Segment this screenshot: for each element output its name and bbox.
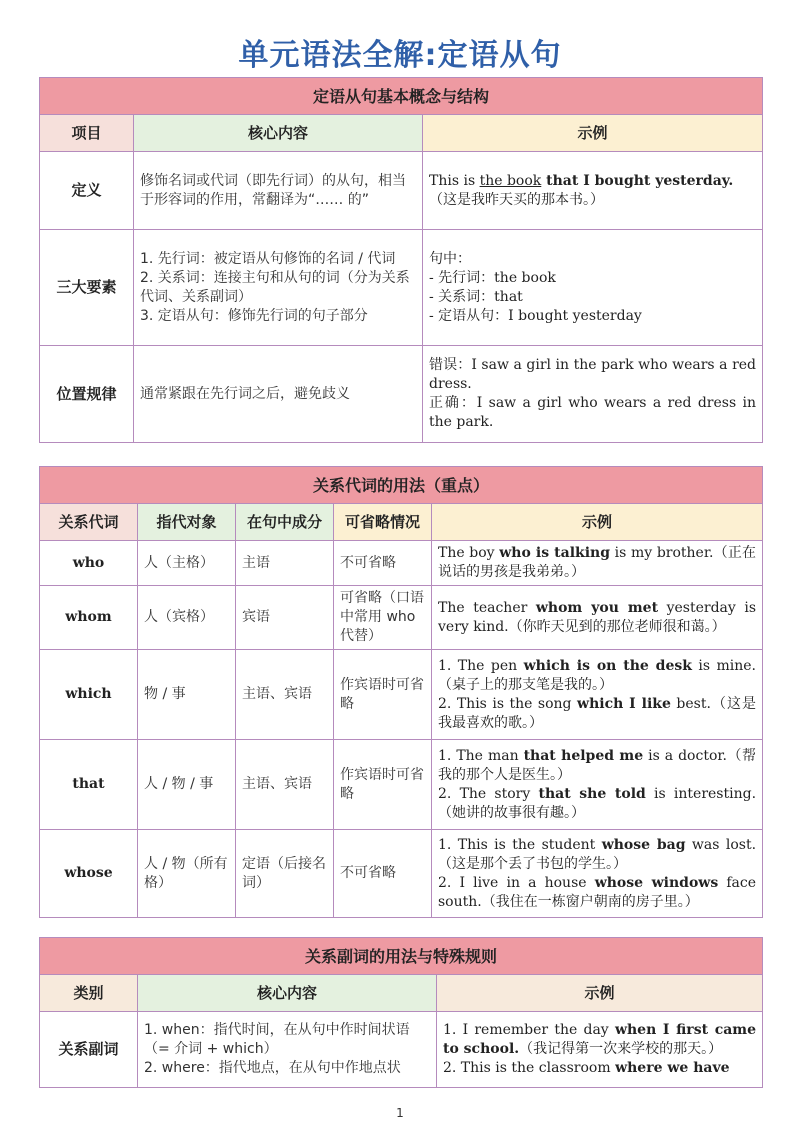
pronoun-cell: that — [40, 740, 138, 830]
example-cell — [432, 586, 763, 650]
example-line — [438, 874, 756, 912]
content-line: 1. when：指代时间，在从句中作时间状语（= 介词 + which） — [144, 1022, 410, 1057]
table-row — [40, 650, 763, 740]
content-line: 修饰名词或代词（即先行词）的从句，相当于形容词的作用，常翻译为“…… 的” — [140, 172, 406, 208]
example-line — [429, 250, 756, 269]
example-cell — [423, 230, 763, 346]
table-row — [40, 230, 763, 346]
role-cell: 定语（后接名词） — [236, 830, 334, 918]
example-highlight: when I first came to school. — [443, 1022, 757, 1057]
column-header: 指代对象 — [138, 504, 236, 541]
example-text: is interesting.（她讲的故事很有趣。） — [438, 785, 757, 821]
example-highlight: that I bought yesterday. — [541, 172, 734, 189]
example-line — [429, 307, 756, 326]
content-cell — [134, 152, 423, 230]
example-text: is mine.（桌子上的那支笔是我的。） — [438, 657, 757, 693]
column-header: 核心内容 — [138, 975, 437, 1012]
table-row — [40, 346, 763, 443]
reference-cell: 人 / 物（所有格） — [138, 830, 236, 918]
example-cell — [432, 830, 763, 918]
example-line — [429, 394, 756, 432]
column-header: 示例 — [437, 975, 763, 1012]
column-header: 示例 — [432, 504, 763, 541]
example-text: 错误：I saw a girl in the park who wears a red dress. — [429, 357, 757, 392]
example-text: yesterday is very kind.（你昨天见到的那位老师很和蔼。） — [438, 599, 757, 635]
column-header: 关系代词 — [40, 504, 138, 541]
section-heading: 关系代词的用法（重点） — [40, 467, 763, 504]
example-line — [429, 356, 756, 394]
column-header: 示例 — [423, 115, 763, 152]
table-row — [40, 740, 763, 830]
example-line — [438, 747, 756, 785]
example-text: is a doctor.（帮我的那个人是医生。） — [438, 747, 757, 783]
role-cell: 主语、宾语 — [236, 740, 334, 830]
example-highlight: which is on the desk — [523, 657, 692, 674]
column-header: 类别 — [40, 975, 138, 1012]
page-number: 1 — [396, 1106, 404, 1120]
example-text: The boy — [438, 545, 500, 561]
example-line — [438, 785, 756, 823]
example-line — [443, 1021, 756, 1059]
column-header: 项目 — [40, 115, 134, 152]
example-text: The teacher — [438, 599, 536, 616]
example-highlight: who is talking — [499, 545, 611, 561]
row-label: 位置规律 — [40, 346, 134, 443]
pronoun-cell: whom — [40, 586, 138, 650]
example-line — [443, 1059, 756, 1078]
example-text: 1. The man — [438, 747, 524, 764]
omission-cell: 不可省略 — [334, 541, 432, 586]
example-line — [438, 695, 756, 733]
example-cell — [432, 740, 763, 830]
example-cell — [423, 152, 763, 230]
example-line — [429, 288, 756, 307]
content-line: 通常紧跟在先行词之后，避免歧义 — [140, 385, 350, 402]
table-row — [40, 586, 763, 650]
example-text: 1. This is the student — [438, 836, 602, 853]
content-cell — [134, 230, 423, 346]
column-header: 在句中成分 — [236, 504, 334, 541]
role-cell: 主语 — [236, 541, 334, 586]
content-line: 2. 关系词：连接主句和从句的词（分为关系代词、关系副词） — [140, 269, 410, 305]
example-text: 2. The story — [438, 785, 539, 802]
example-text: 1. I remember the day — [443, 1022, 615, 1038]
content-cell — [138, 1012, 437, 1088]
example-cell — [437, 1012, 763, 1088]
example-line — [438, 599, 756, 637]
example-cell — [423, 346, 763, 443]
example-highlight: whose bag — [601, 836, 686, 853]
example-text: 正确：I saw a girl who wears a red dress in the park. — [429, 395, 757, 430]
example-text: - 定语从句：I bought yesterday — [429, 307, 642, 324]
omission-cell: 可省略（口语中常用 who 代替） — [334, 586, 432, 650]
table-row — [40, 830, 763, 918]
example-cell — [432, 541, 763, 586]
example-line — [438, 544, 756, 582]
pronoun-cell: whose — [40, 830, 138, 918]
example-text: was lost.（这是那个丢了书包的学生。） — [438, 836, 757, 872]
table-row — [40, 152, 763, 230]
content-cell — [134, 346, 423, 443]
column-header: 核心内容 — [134, 115, 423, 152]
example-text: This is — [429, 172, 480, 189]
example-text: is my brother.（正在说话的男孩是我弟弟。） — [438, 545, 757, 580]
example-text: 2. I live in a house — [438, 874, 595, 891]
example-text: face south.（我住在一栋窗户朝南的房子里。） — [438, 874, 757, 910]
pronoun-cell: who — [40, 541, 138, 586]
example-line — [438, 836, 756, 874]
table-row — [40, 541, 763, 586]
reference-cell: 人（主格） — [138, 541, 236, 586]
reference-cell: 人（宾格） — [138, 586, 236, 650]
example-highlight: that helped me — [523, 747, 644, 764]
example-text: （这是我昨天买的那本书。） — [429, 191, 604, 208]
role-cell: 主语、宾语 — [236, 650, 334, 740]
row-label: 关系副词 — [40, 1012, 138, 1088]
example-highlight: which I like — [577, 695, 671, 712]
omission-cell: 作宾语时可省略 — [334, 740, 432, 830]
page-title: 单元语法全解:定语从句 — [238, 38, 562, 73]
section-heading: 定语从句基本概念与结构 — [40, 78, 763, 115]
example-text: 句中： — [429, 250, 471, 267]
example-text: 2. This is the song — [438, 695, 578, 712]
example-line — [429, 269, 756, 288]
row-label: 定义 — [40, 152, 134, 230]
omission-cell: 不可省略 — [334, 830, 432, 918]
pronoun-cell: which — [40, 650, 138, 740]
table-row — [40, 1012, 763, 1088]
example-highlight: that she told — [538, 785, 646, 802]
example-text: - 先行词：the book — [429, 269, 556, 286]
example-text: （我记得第一次来学校的那天。） — [519, 1041, 723, 1057]
omission-cell: 作宾语时可省略 — [334, 650, 432, 740]
row-label: 三大要素 — [40, 230, 134, 346]
content-line: 1. 先行词：被定语从句修饰的名词 / 代词 — [140, 250, 396, 267]
content-line: 2. where：指代地点，在从句中作地点状 — [144, 1060, 401, 1076]
example-text: best.（这是我最喜欢的歌。） — [438, 695, 757, 731]
example-cell — [432, 650, 763, 740]
example-text: - 关系词：that — [429, 288, 523, 305]
reference-cell: 人 / 物 / 事 — [138, 740, 236, 830]
content-line: 3. 定语从句：修饰先行词的句子部分 — [140, 307, 368, 324]
example-line — [429, 191, 756, 210]
reference-cell: 物 / 事 — [138, 650, 236, 740]
example-highlight: where we have — [615, 1060, 730, 1076]
example-line — [429, 172, 756, 191]
example-line — [438, 657, 756, 695]
example-text: 2. This is the classroom — [443, 1060, 616, 1076]
relative-adverb-table — [39, 937, 763, 1088]
relative-pronoun-table — [39, 466, 763, 918]
role-cell: 宾语 — [236, 586, 334, 650]
example-highlight: whose windows — [594, 874, 719, 891]
section-heading: 关系副词的用法与特殊规则 — [40, 938, 763, 975]
example-antecedent: the book — [479, 172, 542, 189]
column-header: 可省略情况 — [334, 504, 432, 541]
basic-concept-table — [39, 77, 763, 443]
example-text: 1. The pen — [438, 657, 524, 674]
example-highlight: whom you met — [535, 599, 659, 616]
